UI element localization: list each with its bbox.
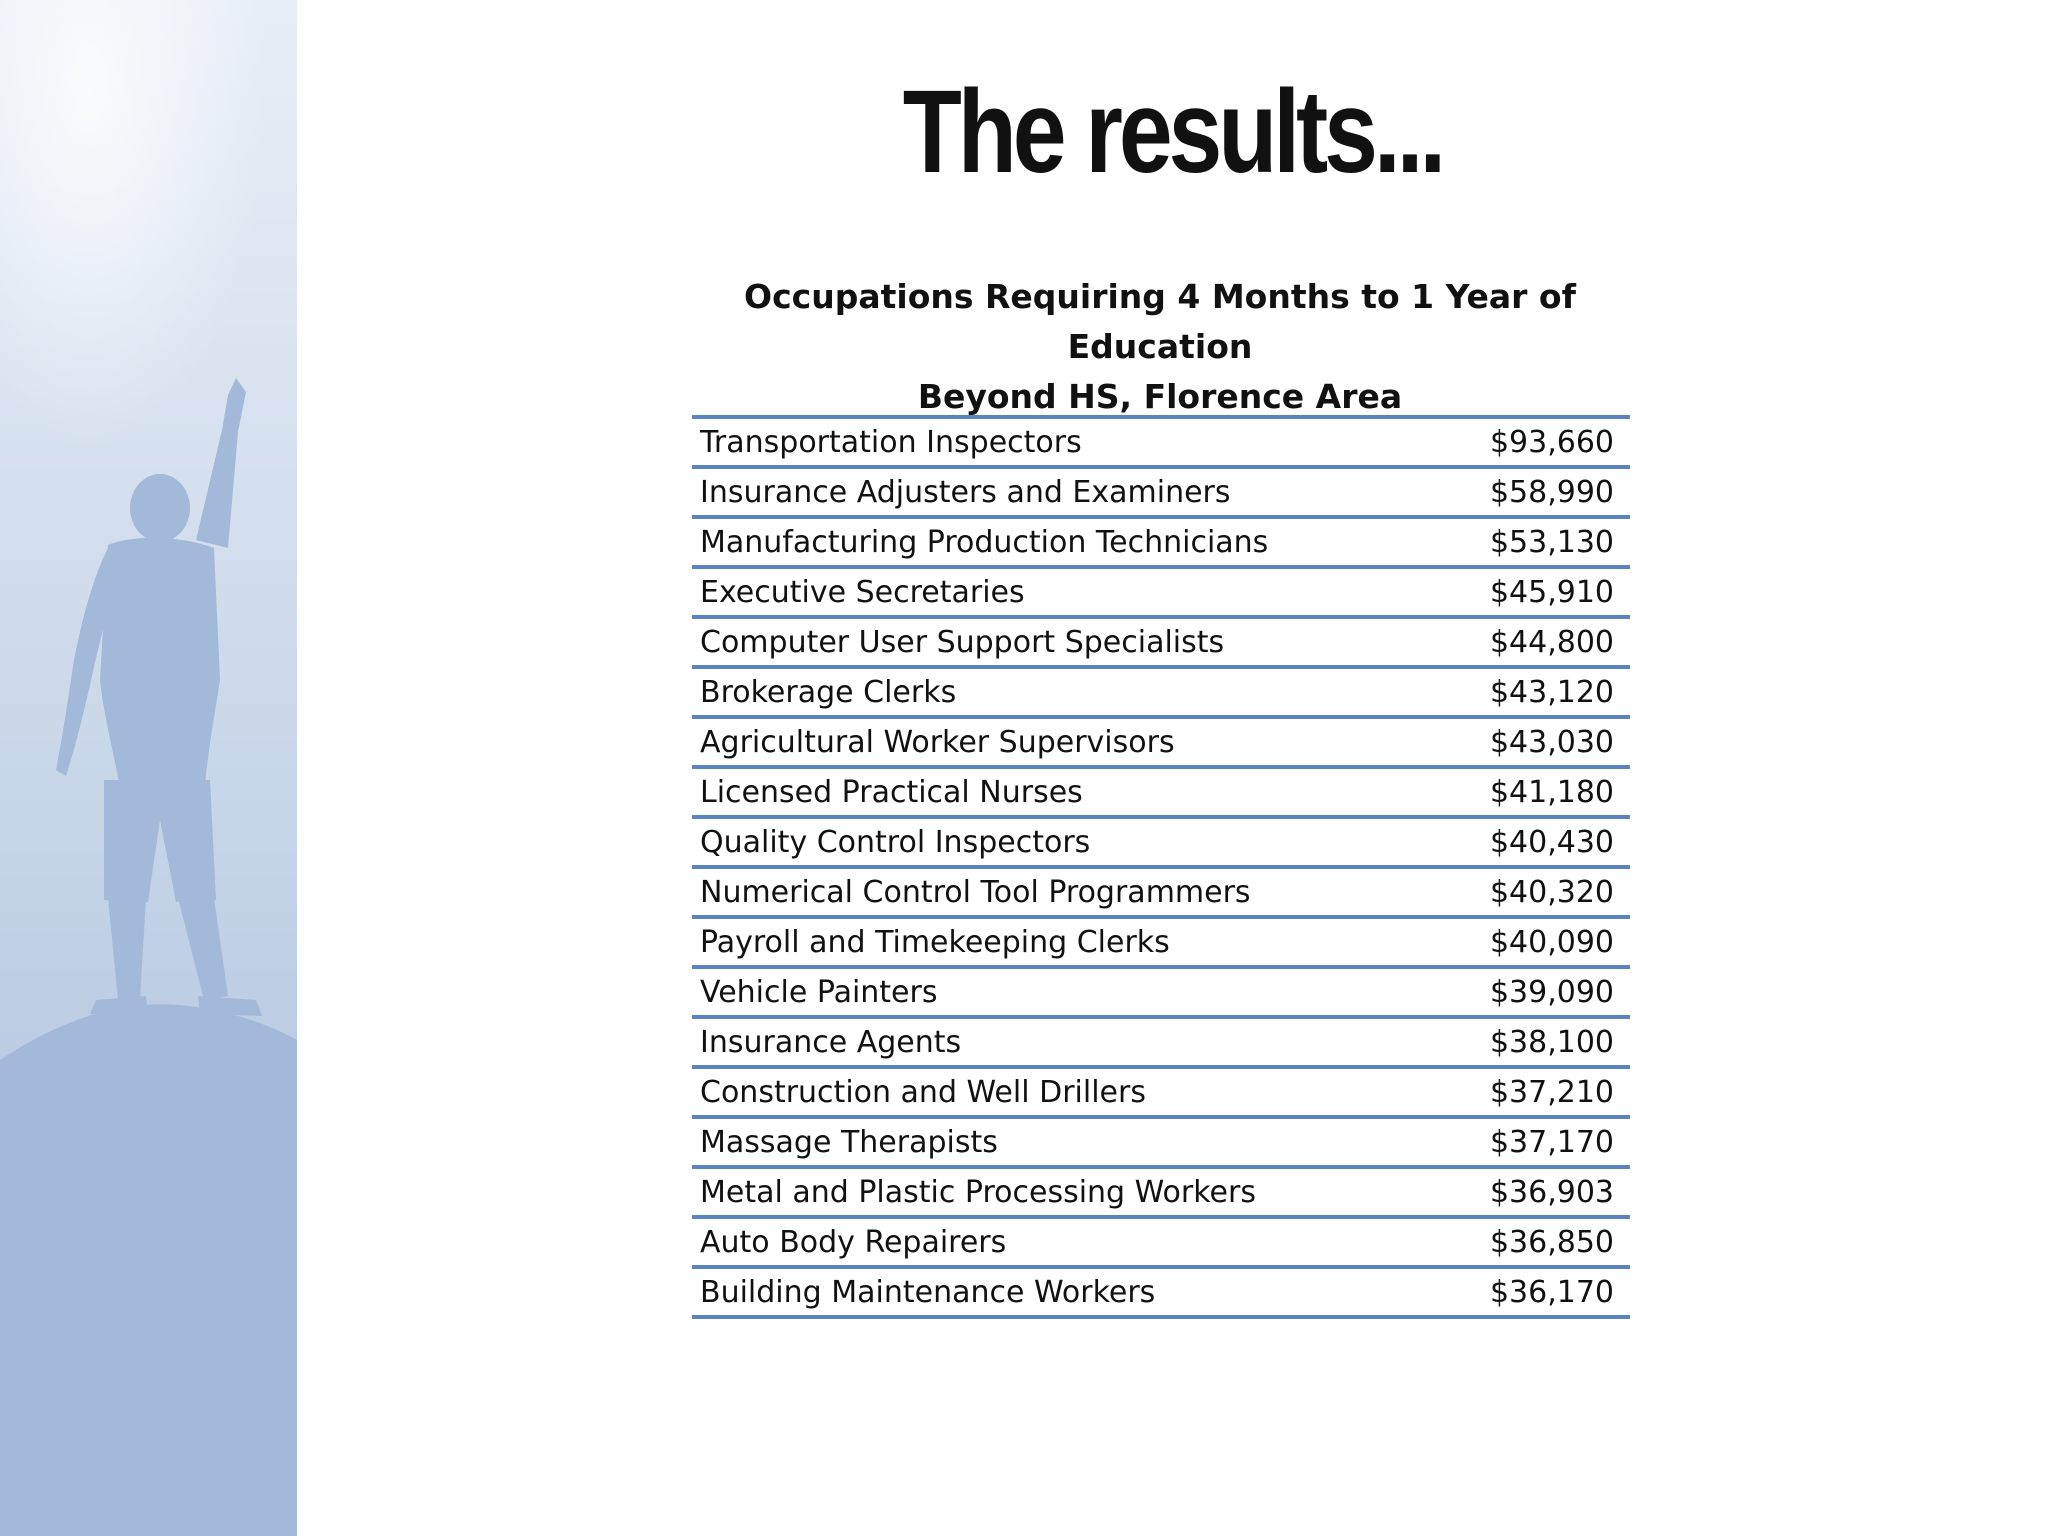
table-row: [692, 819, 1630, 869]
table-row: [692, 1219, 1630, 1269]
occupation-name: Manufacturing Production Technicians: [700, 524, 1269, 560]
table-row: [692, 1069, 1630, 1119]
salary-value: $36,170: [1489, 1274, 1614, 1310]
occupation-name: Executive Secretaries: [700, 574, 1025, 610]
salary-value: $36,850: [1489, 1224, 1614, 1260]
table-caption-line-1: Occupations Requiring 4 Months to 1 Year of Education: [744, 277, 1576, 366]
table-row: [692, 1169, 1630, 1219]
table-caption-line-2: Beyond HS, Florence Area: [917, 377, 1403, 416]
salary-value: $38,100: [1489, 1024, 1614, 1060]
occupation-name: Vehicle Painters: [700, 974, 938, 1010]
salary-value: $40,430: [1489, 824, 1614, 860]
salary-value: $37,170: [1489, 1124, 1614, 1160]
salary-value: $93,660: [1489, 424, 1614, 460]
occupation-name: Building Maintenance Workers: [700, 1274, 1156, 1310]
table-row: [692, 719, 1630, 769]
salary-value: $41,180: [1489, 774, 1614, 810]
table-row: [692, 769, 1630, 819]
table-row: [692, 519, 1630, 569]
salary-value: $40,090: [1489, 924, 1614, 960]
table-row: [692, 419, 1630, 469]
table-row: [692, 869, 1630, 919]
occupation-name: Quality Control Inspectors: [700, 824, 1091, 860]
occupation-salary-table: [692, 415, 1630, 1319]
table-row: [692, 1269, 1630, 1319]
salary-value: $39,090: [1489, 974, 1614, 1010]
table-row: [692, 1119, 1630, 1169]
salary-value: $58,990: [1489, 474, 1614, 510]
occupation-name: Brokerage Clerks: [700, 674, 957, 710]
salary-value: $53,130: [1489, 524, 1614, 560]
table-caption: [690, 272, 1630, 422]
salary-value: $45,910: [1489, 574, 1614, 610]
occupation-name: Insurance Agents: [700, 1024, 962, 1060]
occupation-name: Construction and Well Drillers: [700, 1074, 1146, 1110]
occupation-name: Transportation Inspectors: [700, 424, 1082, 460]
salary-value: $36,903: [1489, 1174, 1614, 1210]
occupation-name: Auto Body Repairers: [700, 1224, 1007, 1260]
occupation-name: Computer User Support Specialists: [700, 624, 1225, 660]
table-row: [692, 619, 1630, 669]
occupation-name: Numerical Control Tool Programmers: [700, 874, 1251, 910]
salary-value: $37,210: [1489, 1074, 1614, 1110]
occupation-name: Massage Therapists: [700, 1124, 998, 1160]
occupation-name: Payroll and Timekeeping Clerks: [700, 924, 1170, 960]
table-row: [692, 669, 1630, 719]
table-row: [692, 569, 1630, 619]
person-on-summit-icon: [0, 0, 297, 1536]
salary-value: $40,320: [1489, 874, 1614, 910]
slide-title: The results...: [902, 66, 1443, 198]
salary-value: $43,030: [1489, 724, 1614, 760]
table-row: [692, 919, 1630, 969]
salary-value: $43,120: [1489, 674, 1614, 710]
decorative-side-panel: [0, 0, 297, 1536]
table-row: [692, 1019, 1630, 1069]
table-row: [692, 469, 1630, 519]
occupation-name: Licensed Practical Nurses: [700, 774, 1083, 810]
occupation-name: Insurance Adjusters and Examiners: [700, 474, 1231, 510]
occupation-name: Agricultural Worker Supervisors: [700, 724, 1175, 760]
occupation-name: Metal and Plastic Processing Workers: [700, 1174, 1256, 1210]
table-row: [692, 969, 1630, 1019]
salary-value: $44,800: [1489, 624, 1614, 660]
